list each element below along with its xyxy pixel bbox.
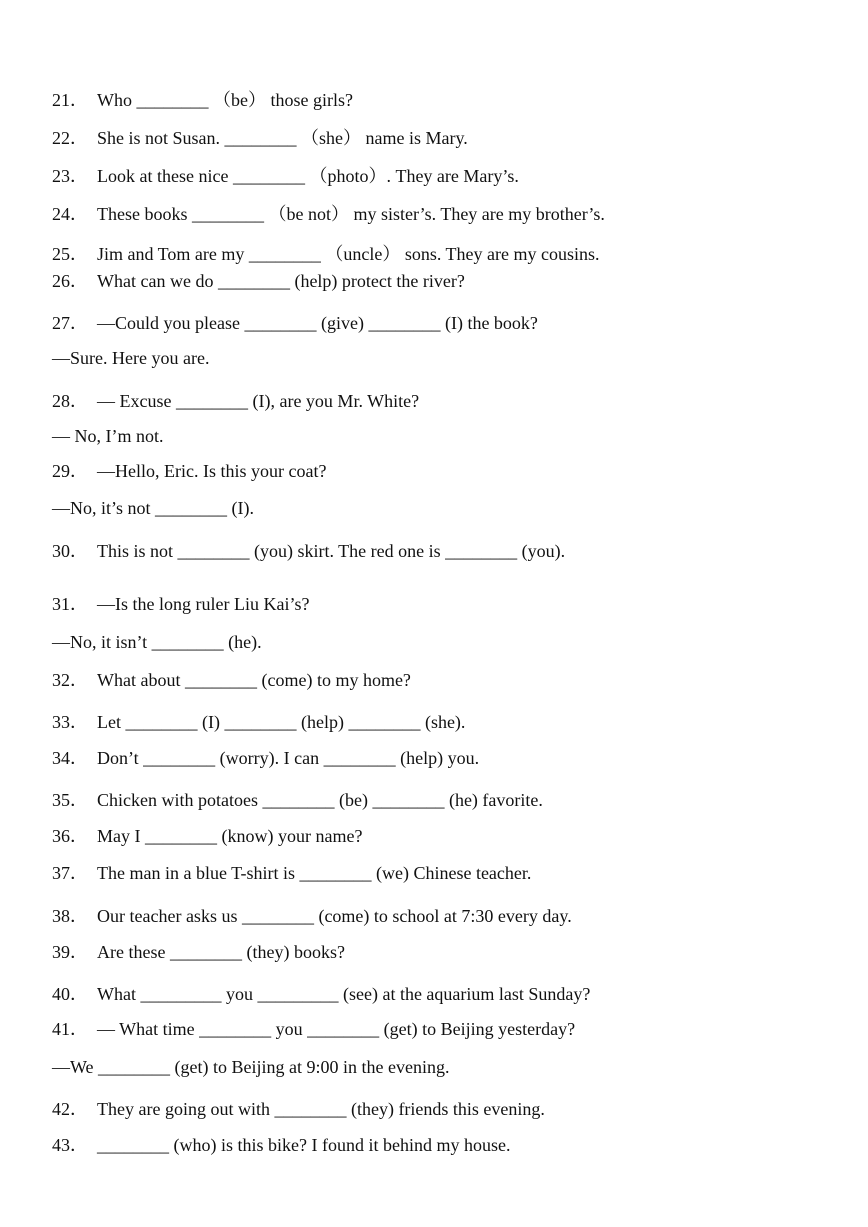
- question-number: 25．: [52, 244, 88, 264]
- question-text: This is not ________ (you) skirt. The red one is ________ (you).: [97, 541, 566, 561]
- question-text: These books ________ （be not） my sister’s. They are my brother’s.: [97, 204, 605, 224]
- reply-text: —No, it isn’t ________ (he).: [52, 632, 262, 652]
- question-number: 29．: [52, 461, 88, 481]
- question-number: 28．: [52, 391, 88, 411]
- question-number: 37．: [52, 863, 88, 883]
- question-text: — Excuse ________ (I), are you Mr. White?: [97, 391, 420, 411]
- question-text: The man in a blue T-shirt is ________ (we) Chinese teacher.: [97, 863, 532, 883]
- question-text: Let ________ (I) ________ (help) ________ (she).: [97, 712, 466, 732]
- question-number: 40．: [52, 984, 88, 1004]
- question-text: —Could you please ________ (give) ________ (I) the book?: [97, 313, 538, 333]
- question-number: 32．: [52, 670, 88, 690]
- reply-text: —No, it’s not ________ (I).: [52, 498, 254, 518]
- question-text: She is not Susan. ________ （she） name is Mary.: [97, 128, 468, 148]
- question-text: Jim and Tom are my ________ （uncle） sons. They are my cousins.: [97, 244, 600, 264]
- reply-text: —We ________ (get) to Beijing at 9:00 in the evening.: [52, 1057, 450, 1077]
- question-text: They are going out with ________ (they) friends this evening.: [97, 1099, 545, 1119]
- question-text: Are these ________ (they) books?: [97, 942, 345, 962]
- question-number: 36．: [52, 826, 88, 846]
- question-number: 42．: [52, 1099, 88, 1119]
- question-text: Don’t ________ (worry). I can ________ (help) you.: [97, 748, 480, 768]
- question-text: ________ (who) is this bike? I found it behind my house.: [97, 1135, 511, 1155]
- reply-text: —Sure. Here you are.: [52, 348, 210, 368]
- question-number: 30．: [52, 541, 88, 561]
- question-text: May I ________ (know) your name?: [97, 826, 363, 846]
- question-number: 39．: [52, 942, 88, 962]
- question-text: Who ________ （be） those girls?: [97, 90, 353, 110]
- question-number: 27．: [52, 313, 88, 333]
- question-text: What can we do ________ (help) protect the river?: [97, 271, 465, 291]
- question-text: Our teacher asks us ________ (come) to school at 7:30 every day.: [97, 906, 572, 926]
- question-text: Chicken with potatoes ________ (be) ________ (he) favorite.: [97, 790, 543, 810]
- question-number: 41．: [52, 1019, 88, 1039]
- question-number: 33．: [52, 712, 88, 732]
- question-number: 24．: [52, 204, 88, 224]
- question-text: —Hello, Eric. Is this your coat?: [97, 461, 327, 481]
- question-number: 35．: [52, 790, 88, 810]
- reply-text: — No, I’m not.: [52, 426, 164, 446]
- question-number: 26．: [52, 271, 88, 291]
- question-text: —Is the long ruler Liu Kai’s?: [97, 594, 310, 614]
- question-text: What _________ you _________ (see) at the aquarium last Sunday?: [97, 984, 591, 1004]
- question-number: 31．: [52, 594, 88, 614]
- question-number: 43．: [52, 1135, 88, 1155]
- question-text: — What time ________ you ________ (get) to Beijing yesterday?: [97, 1019, 576, 1039]
- question-number: 22．: [52, 128, 88, 148]
- question-text: Look at these nice ________ （photo）. They are Mary’s.: [97, 166, 519, 186]
- question-number: 34．: [52, 748, 88, 768]
- question-number: 21．: [52, 90, 88, 110]
- question-text: What about ________ (come) to my home?: [97, 670, 411, 690]
- question-number: 38．: [52, 906, 88, 926]
- question-number: 23．: [52, 166, 88, 186]
